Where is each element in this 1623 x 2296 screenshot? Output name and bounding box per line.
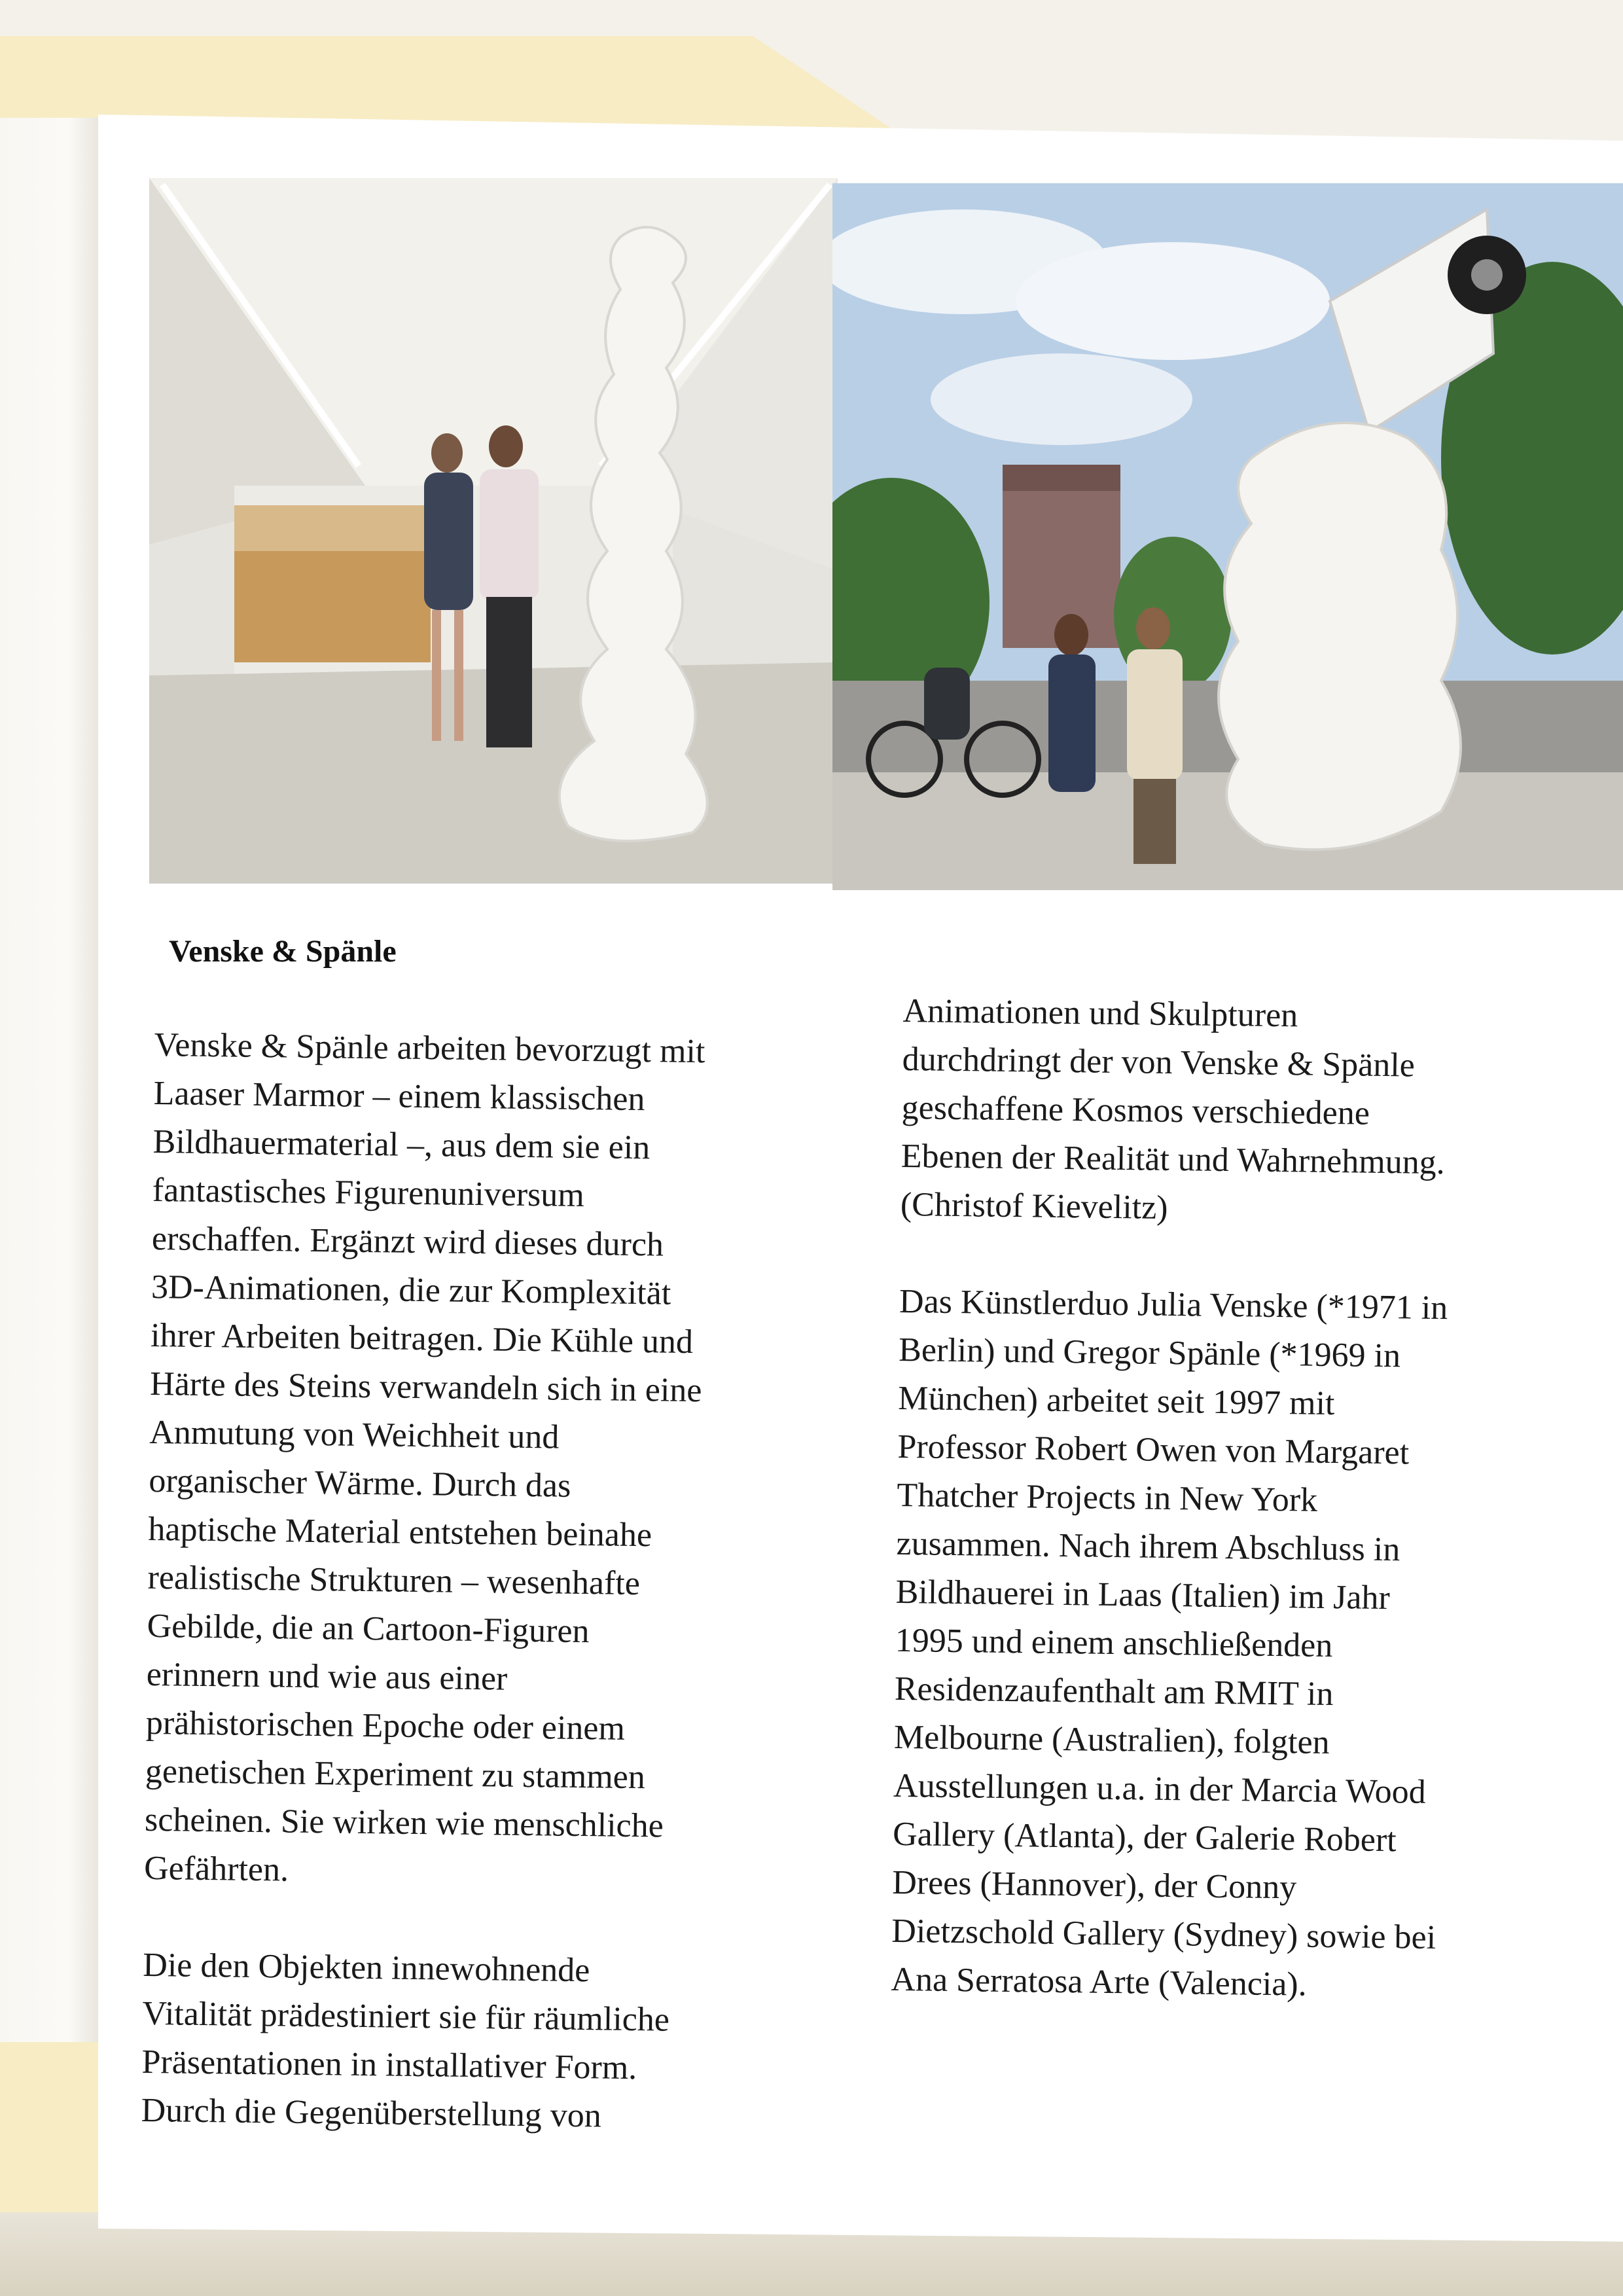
text-line: Gallery (Atlanta), der Galerie Robert <box>892 1815 1397 1859</box>
text-line: Laaser Marmor – einem klassischen <box>153 1074 645 1119</box>
paragraph-spacer <box>143 1893 890 1950</box>
text-line: (Christof Kievelitz) <box>900 1185 1168 1227</box>
text-line: 1995 und einem anschließenden <box>895 1621 1333 1665</box>
article-heading: Venske & Spänle <box>169 934 397 969</box>
text-line: ihrer Arbeiten beitragen. Die Kühle und <box>150 1316 694 1361</box>
text-line: Anmutung von Weichheit und <box>149 1413 560 1456</box>
text-line: genetischen Experiment zu stammen <box>145 1752 646 1797</box>
text-line: Ana Serratosa Arte (Valencia). <box>891 1960 1308 2003</box>
text-line: Professor Robert Owen von Margaret <box>897 1427 1410 1472</box>
paragraph-intro <box>144 1021 901 1902</box>
text-line: Drees (Hannover), der Conny <box>891 1863 1297 1907</box>
text-line: Ebenen der Realität und Wahrnehmung. <box>901 1137 1446 1182</box>
text-line: organischer Wärme. Durch das <box>149 1462 571 1505</box>
text-line: prähistorischen Epoche oder einem <box>145 1704 626 1748</box>
text-line: Härte des Steins verwandeln sich in eine <box>149 1365 702 1410</box>
text-line: fantastisches Figurenuniversum <box>152 1171 585 1215</box>
sculpture-photo-outdoor <box>832 183 1623 890</box>
text-line: erschaffen. Ergänzt wird dieses durch <box>151 1219 664 1264</box>
text-line: zusammen. Nach ihrem Abschluss in <box>896 1524 1400 1569</box>
text-line: Venske & Spänle arbeiten bevorzugt mit <box>154 1026 705 1071</box>
paragraph-vitality <box>141 1941 889 2144</box>
text-line: Bildhauermaterial –, aus dem sie ein <box>152 1122 651 1167</box>
text-line: erinnern und wie aus einer <box>146 1655 508 1698</box>
text-line: realistische Strukturen – wesenhafte <box>147 1558 641 1603</box>
paragraph-spacer <box>900 1229 1607 1286</box>
text-line: Residenzaufenthalt am RMIT in <box>894 1670 1334 1713</box>
text-line: München) arbeitet seit 1997 mit <box>897 1379 1335 1423</box>
text-line: haptische Material entstehen beinahe <box>148 1510 652 1554</box>
text-line: Berlin) und Gregor Spänle (*1969 in <box>898 1331 1401 1375</box>
text-line: Die den Objekten innewohnende <box>143 1946 590 1990</box>
text-line: Präsentationen in installativer Form. <box>141 2043 637 2087</box>
text-line: Gefährten. <box>143 1849 289 1889</box>
text-line: Dietzschold Gallery (Sydney) sowie bei <box>891 1912 1436 1957</box>
text-line: Bildhauerei in Laas (Italien) im Jahr <box>895 1573 1391 1617</box>
text-line: durchdringt der von Venske & Spänle <box>902 1040 1416 1085</box>
text-line: Gebilde, die an Cartoon-Figuren <box>147 1607 590 1651</box>
paragraph-continuation <box>900 987 1609 1238</box>
text-line: scheinen. Sie wirken wie menschliche <box>144 1801 664 1845</box>
text-line: 3D-Animationen, die zur Komplexität <box>151 1268 671 1312</box>
text-line: Das Künstlerduo Julia Venske (*1971 in <box>899 1282 1448 1327</box>
text-column-right <box>891 987 1610 2013</box>
paragraph-biography <box>891 1278 1606 2013</box>
text-line: Melbourne (Australien), folgten <box>893 1718 1330 1762</box>
paper-edge <box>0 118 98 2042</box>
text-line: Thatcher Projects in New York <box>897 1476 1318 1519</box>
text-line: Durch die Gegenüberstellung von <box>141 2091 602 2135</box>
text-line: Ausstellungen u.a. in der Marcia Wood <box>893 1767 1427 1811</box>
text-line: geschaffene Kosmos verschiedene <box>901 1088 1370 1132</box>
text-line: Vitalität prädestiniert sie für räumliche <box>142 1994 670 2039</box>
installation-photo-indoor <box>149 178 838 884</box>
text-column-left <box>141 1021 901 2144</box>
text-line: Animationen und Skulpturen <box>902 992 1298 1035</box>
